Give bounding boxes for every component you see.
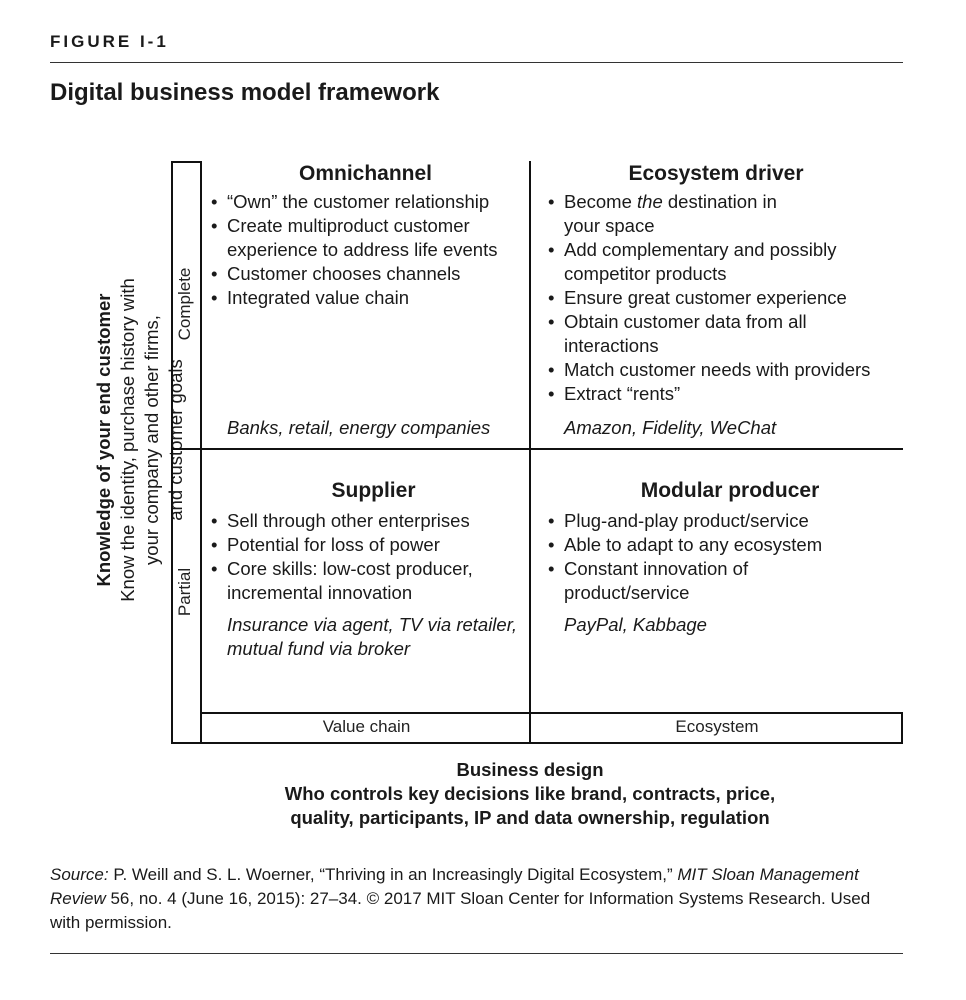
quadrant-ecosystem-driver-examples: Amazon, Fidelity, WeChat [564, 417, 777, 438]
source-text-1: P. Weill and S. L. Woerner, “Thriving in an Increasingly Digital Ecosystem,” [108, 865, 678, 884]
quadrant-modular-producer-title: Modular producer [640, 479, 820, 502]
source-note [50, 863, 903, 935]
top-rule [50, 62, 903, 63]
list-item: • Plug-and-play product/service [548, 509, 868, 533]
list-item: • Match customer needs with providers [548, 358, 903, 382]
list-item: • Ensure great customer experience [548, 286, 903, 310]
y-axis-subtitle-line-3: and customer goals [165, 359, 186, 521]
figure-label: FIGURE I-1 [50, 32, 169, 51]
figure-title: Digital business model framework [50, 79, 440, 106]
grid-center-vertical [529, 161, 531, 744]
quadrant-omnichannel-bullets [211, 190, 529, 310]
grid-level-divider-horizontal [200, 712, 903, 714]
grid-level-divider-vertical [200, 161, 202, 744]
list-item: • Constant innovation of product/service [548, 557, 804, 605]
x-level-value-chain: Value chain [322, 717, 411, 736]
quadrant-modular-producer-examples: PayPal, Kabbage [564, 614, 707, 635]
list-item: • Customer chooses channels [211, 262, 529, 286]
x-level-ecosystem: Ecosystem [675, 717, 759, 736]
grid-bottom-border [171, 742, 903, 744]
list-item: • Create multiproduct customer experience to address life events [211, 214, 529, 262]
source-label: Source: [50, 865, 109, 884]
quadrant-ecosystem-driver-title: Ecosystem driver [628, 162, 804, 185]
quadrant-omnichannel-examples: Banks, retail, energy companies [227, 417, 491, 438]
list-item: • Core skills: low-cost producer, incremental innovation [211, 557, 521, 605]
y-axis-label [92, 230, 188, 650]
list-item: • Extract “rents” [548, 382, 903, 406]
list-item: • Add complementary and possibly competitor products [548, 238, 884, 286]
bottom-rule [50, 953, 903, 954]
x-axis-subtitle-line-2: quality, participants, IP and data ownership, regulation [290, 807, 770, 828]
list-item: • “Own” the customer relationship [211, 190, 529, 214]
list-item: • Obtain customer data from all interactions [548, 310, 864, 358]
quadrant-supplier-title: Supplier [331, 479, 416, 502]
grid-center-horizontal [171, 448, 903, 450]
list-item: • Able to adapt to any ecosystem [548, 533, 868, 557]
y-level-complete: Complete [175, 267, 194, 341]
list-item: • Sell through other enterprises [211, 509, 521, 533]
list-item: • Integrated value chain [211, 286, 529, 310]
list-item: • Potential for loss of power [211, 533, 521, 557]
quadrant-ecosystem-driver-bullets [548, 190, 903, 406]
y-axis-title: Knowledge of your end customer [93, 293, 114, 587]
quadrant-modular-producer-bullets [548, 509, 868, 605]
quadrant-omnichannel-title: Omnichannel [298, 162, 433, 185]
y-axis-subtitle-line-1: Know the identity, purchase history with [117, 278, 138, 602]
source-journal: MIT Sloan Management Review [50, 865, 859, 908]
x-axis-title: Business design [456, 759, 604, 780]
y-level-partial: Partial [175, 567, 194, 617]
source-text-2: 56, no. 4 (June 16, 2015): 27–34. © 2017 MIT Sloan Center for Information Systems Research. Used with permission. [50, 889, 871, 932]
quadrant-supplier-examples: Insurance via agent, TV via retailer, mutual fund via broker [227, 614, 517, 659]
list-item: • Become the destination in your space [548, 190, 814, 238]
quadrant-supplier-bullets [211, 509, 521, 605]
y-axis-subtitle-line-2: your company and other firms, [141, 315, 162, 565]
x-axis-label [172, 758, 888, 830]
grid-left-border [171, 161, 173, 744]
grid-top-cap [171, 161, 202, 163]
x-axis-subtitle-line-1: Who controls key decisions like brand, contracts, price, [284, 783, 776, 804]
